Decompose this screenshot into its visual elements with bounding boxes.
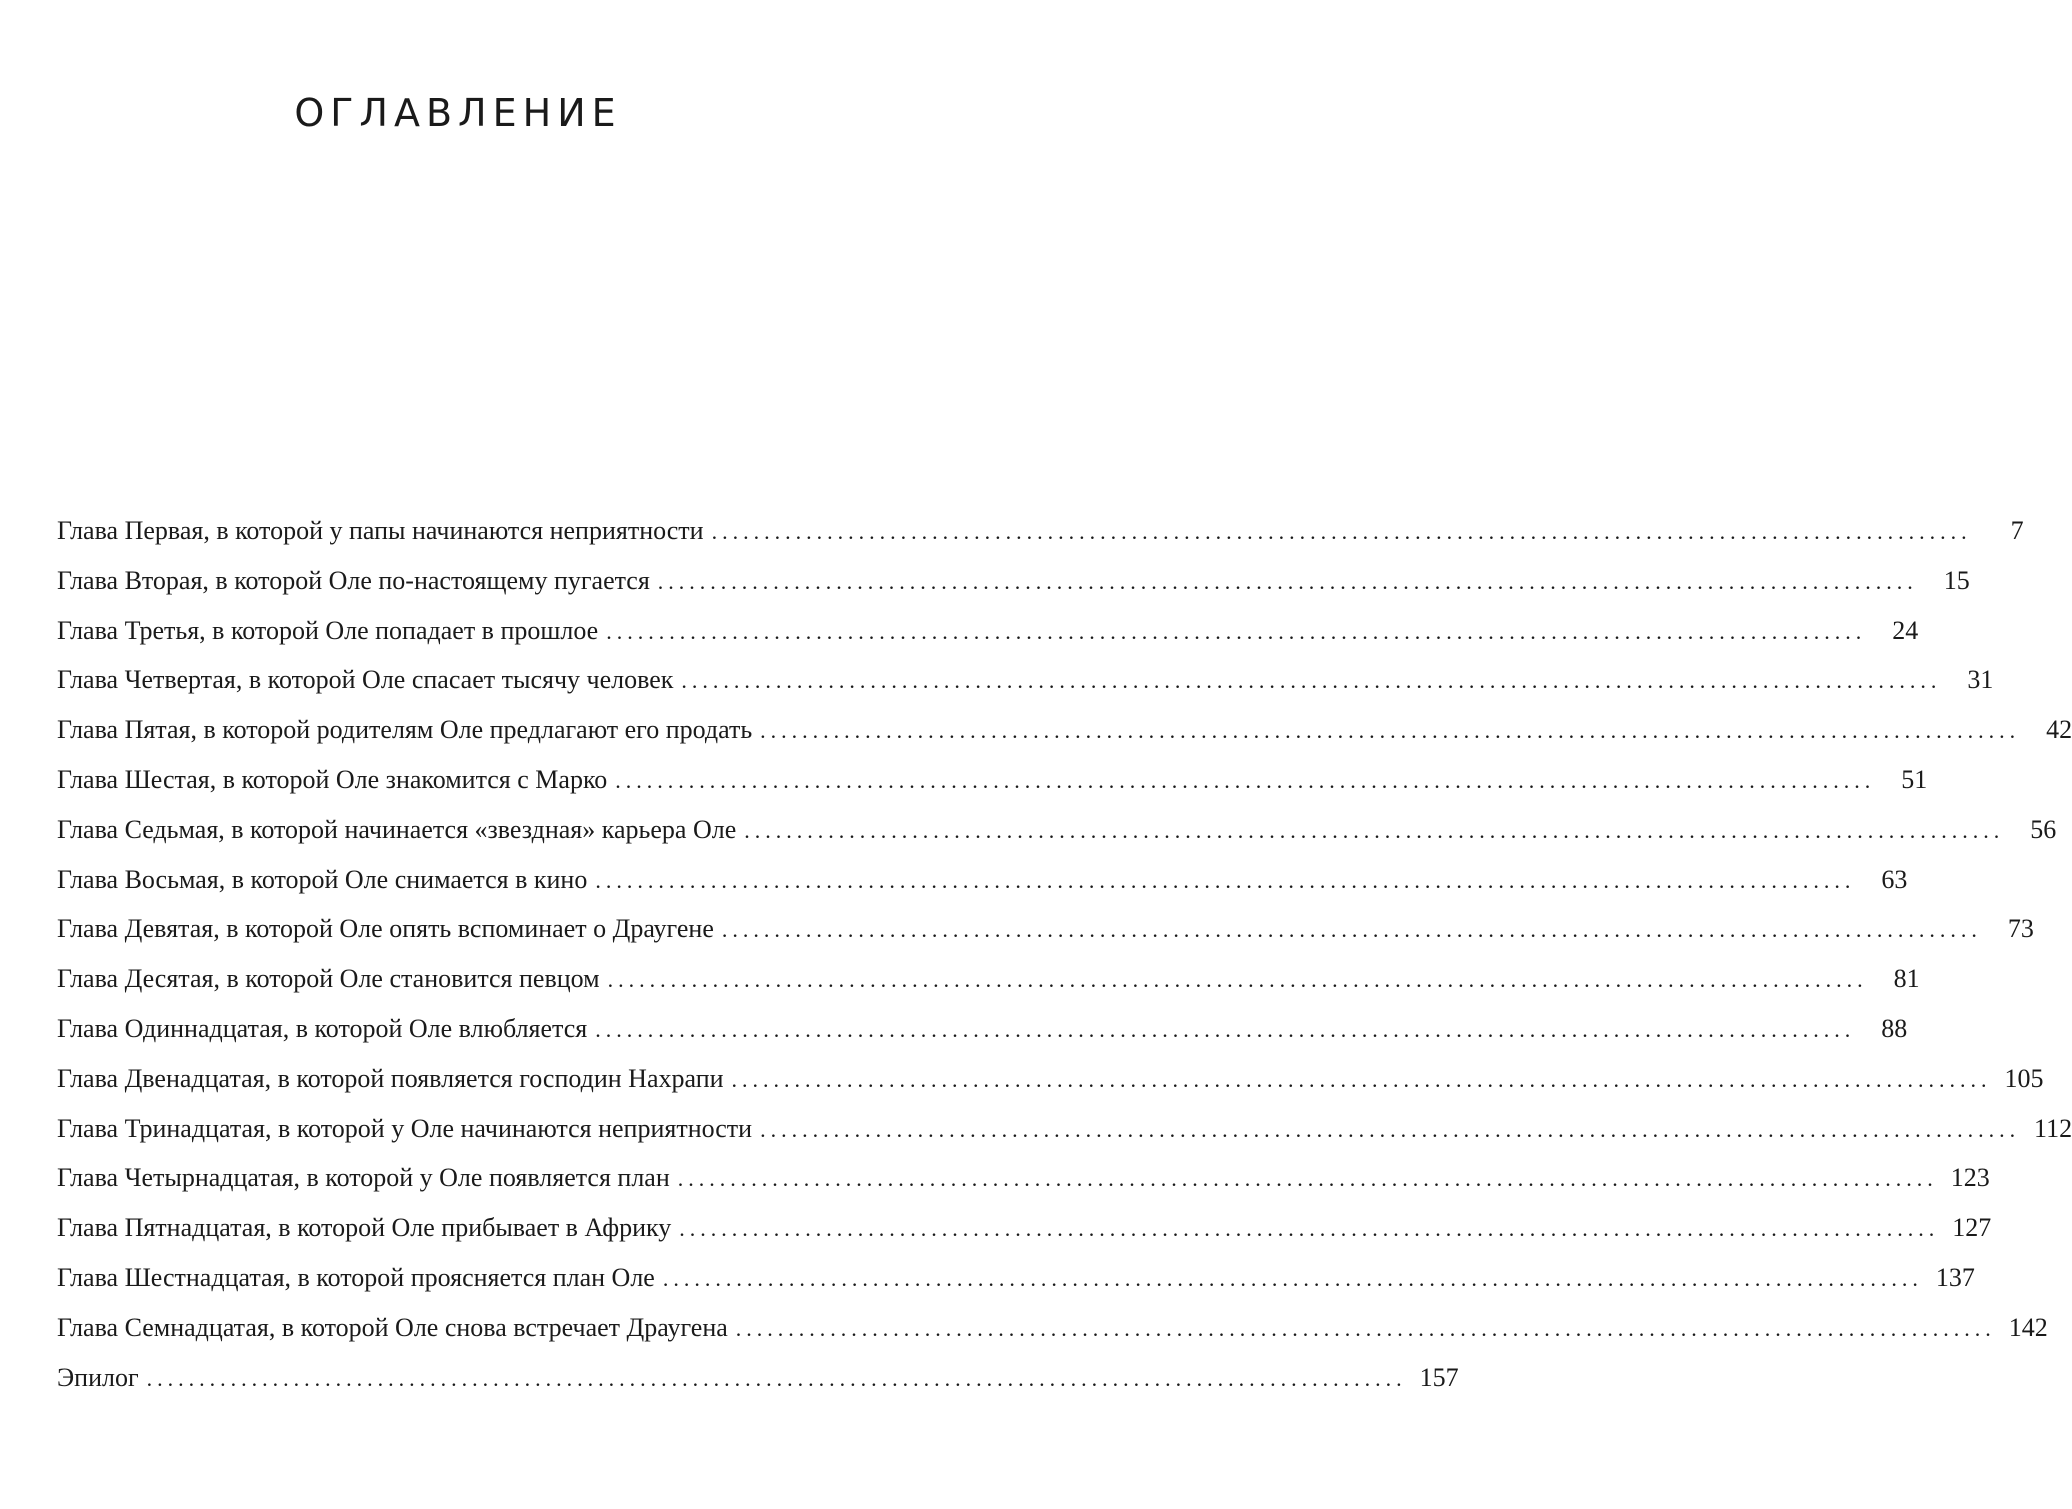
toc-page-number: 127 [1952, 1213, 1992, 1243]
toc-entry-title: Глава Восьмая, в которой Оле снимается в кино [57, 864, 588, 894]
toc-entry-title: Глава Девятая, в которой Оле опять вспоминает о Драугене [57, 914, 714, 944]
toc-page-number: 105 [2004, 1063, 2044, 1093]
toc-entry [57, 904, 2034, 954]
toc-page-number: 24 [1892, 615, 1919, 645]
toc-entry-title: Глава Тринадцатая, в которой у Оле начинаются неприятности [57, 1113, 753, 1143]
dot-leader: ........................................................................................................................ [595, 867, 1856, 893]
toc-entry [57, 1253, 1975, 1303]
dot-leader: ........................................................................................................................ [744, 817, 2005, 843]
toc-page-number: 31 [1967, 665, 1994, 695]
dot-leader: ........................................................................................................................ [657, 568, 1918, 594]
toc-entry [57, 1353, 1459, 1403]
dot-leader: ........................................................................................................................ [681, 668, 1942, 694]
toc-entry-title: Глава Четвертая, в которой Оле спасает тысячу человек [57, 665, 674, 695]
toc-page-number: 112 [2034, 1113, 2072, 1143]
toc-page-number: 63 [1881, 864, 1908, 894]
toc-page-number: 42 [2046, 715, 2072, 745]
toc-entry [57, 506, 2024, 556]
dot-leader: ........................................................................................................................ [760, 718, 2021, 744]
dot-leader: ........................................................................................................................ [607, 967, 1868, 993]
toc-entry [57, 954, 1920, 1004]
toc-entry [57, 1004, 1908, 1054]
toc-entry [57, 606, 1919, 656]
toc-entry [57, 1303, 2048, 1353]
dot-leader: ........................................................................................................................ [735, 1315, 1996, 1341]
toc-page-number: 56 [2030, 814, 2057, 844]
toc-page-number: 15 [1943, 565, 1970, 595]
dot-leader: ........................................................................................................................ [721, 917, 1982, 943]
toc-entry-title: Глава Шестая, в которой Оле знакомится с Марко [57, 764, 608, 794]
toc-title: ОГЛАВЛЕНИЕ [294, 91, 622, 135]
toc-entry-title: Глава Вторая, в которой Оле по-настоящему пугается [57, 565, 650, 595]
dot-leader: ........................................................................................................................ [615, 767, 1876, 793]
toc-entry-title: Глава Шестнадцатая, в которой проясняется план Оле [57, 1262, 655, 1292]
toc-entry-title: Глава Десятая, в которой Оле становится певцом [57, 964, 600, 994]
toc-page-number: 157 [1419, 1362, 1459, 1392]
toc-entry-title: Глава Третья, в которой Оле попадает в прошлое [57, 615, 599, 645]
dot-leader: ........................................................................................................................ [677, 1166, 1938, 1192]
dot-leader: ........................................................................................................................ [711, 519, 1972, 544]
toc-page-number: 51 [1901, 764, 1928, 794]
toc-entry-title: Глава Пятнадцатая, в которой Оле прибывает в Африку [57, 1213, 672, 1243]
dot-leader: ........................................................................................................................ [595, 1016, 1856, 1042]
toc-entry [57, 805, 2057, 855]
toc-page-number: 142 [2008, 1312, 2048, 1342]
toc-entry [57, 1054, 2044, 1104]
toc-entry-title: Глава Седьмая, в которой начинается «звездная» карьера Оле [57, 814, 737, 844]
dot-leader: ........................................................................................................................ [731, 1066, 1992, 1092]
toc-page-number: 7 [2010, 516, 2024, 545]
toc-entry-title: Глава Пятая, в которой родителям Оле предлагают его продать [57, 715, 753, 745]
dot-leader: ........................................................................................................................ [606, 618, 1867, 644]
toc-page-number: 88 [1881, 1013, 1908, 1043]
toc-entry [57, 556, 1970, 606]
toc-entry-title: Глава Семнадцатая, в которой Оле снова встречает Драугена [57, 1312, 728, 1342]
toc-entry-title: Глава Одиннадцатая, в которой Оле влюбляется [57, 1013, 588, 1043]
toc-page-number: 81 [1893, 964, 1920, 994]
toc-list [57, 506, 2072, 1402]
toc-entry [57, 655, 1994, 705]
dot-leader: ........................................................................................................................ [760, 1116, 2021, 1142]
toc-entry-title: Глава Четырнадцатая, в которой у Оле появляется план [57, 1163, 670, 1193]
toc-entry [57, 1104, 2072, 1154]
toc-entry-title: Эпилог [57, 1362, 139, 1392]
toc-entry [57, 705, 2072, 755]
toc-entry [57, 755, 1928, 805]
toc-page-number: 73 [2007, 914, 2034, 944]
dot-leader: ........................................................................................................................ [662, 1265, 1923, 1291]
dot-leader: ........................................................................................................................ [679, 1216, 1940, 1242]
dot-leader: ........................................................................................................................ [146, 1365, 1407, 1391]
toc-entry [57, 1153, 1990, 1203]
toc-page-number: 123 [1950, 1163, 1990, 1193]
toc-page-number: 137 [1935, 1262, 1975, 1292]
toc-entry-title: Глава Двенадцатая, в которой появляется господин Нахрапи [57, 1063, 724, 1093]
toc-entry [57, 855, 1908, 905]
toc-entry-title: Глава Первая, в которой у папы начинаются неприятности [57, 516, 704, 545]
toc-entry [57, 1203, 1992, 1253]
